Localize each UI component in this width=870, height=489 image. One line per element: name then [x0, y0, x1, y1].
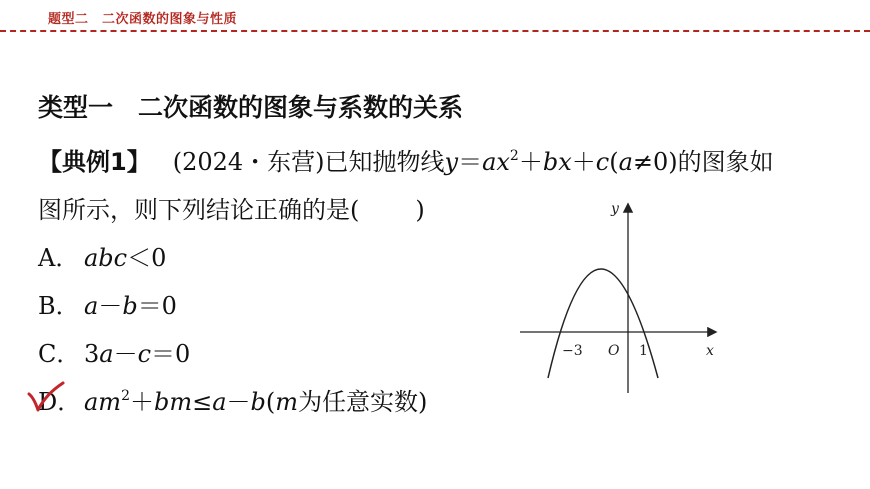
problem-line-2: [38, 190, 425, 225]
option-c[interactable]: [38, 334, 190, 369]
parabola-curve: [548, 269, 658, 378]
option-c-letter: C．: [38, 340, 81, 368]
tick-label-1: 1: [639, 343, 648, 359]
option-a[interactable]: [38, 238, 166, 273]
section-title: 类型一 二次函数的图象与系数的关系: [38, 93, 464, 122]
parabola-equation: $y=ax^2+bx+c(a\ne 0)$: [444, 148, 678, 176]
option-d-letter: D．: [38, 388, 82, 416]
problem-question: 图所示，则下列结论正确的是(: [38, 196, 360, 224]
problem-continuation: 的图象如: [677, 148, 774, 176]
problem-source: (2024・东营)已知抛物线: [172, 148, 445, 176]
check-mark-icon: [26, 380, 66, 416]
header-title: 题型二 二次函数的图象与性质: [48, 12, 238, 27]
option-a-text: abc＜0: [84, 244, 167, 272]
header-divider: [0, 30, 870, 32]
example-tag: 【典例1】: [38, 148, 151, 176]
option-b-letter: B．: [38, 292, 80, 320]
x-axis-label: x: [706, 343, 714, 359]
origin-label: O: [608, 343, 620, 359]
option-b[interactable]: [38, 286, 177, 321]
tick-label-neg3: −3: [562, 343, 583, 359]
option-b-text: a－b＝0: [84, 292, 177, 320]
y-axis-label: y: [611, 201, 619, 217]
parabola-graph: [515, 195, 730, 395]
problem-line-1: [38, 142, 774, 177]
option-d[interactable]: [38, 382, 427, 417]
option-a-letter: A．: [38, 244, 80, 272]
option-d-text: $am^2+bm\le a-b(m$为任意实数): [84, 388, 428, 416]
option-c-text: 3a－c＝0: [84, 340, 191, 368]
answer-blank-close: ): [415, 196, 425, 224]
